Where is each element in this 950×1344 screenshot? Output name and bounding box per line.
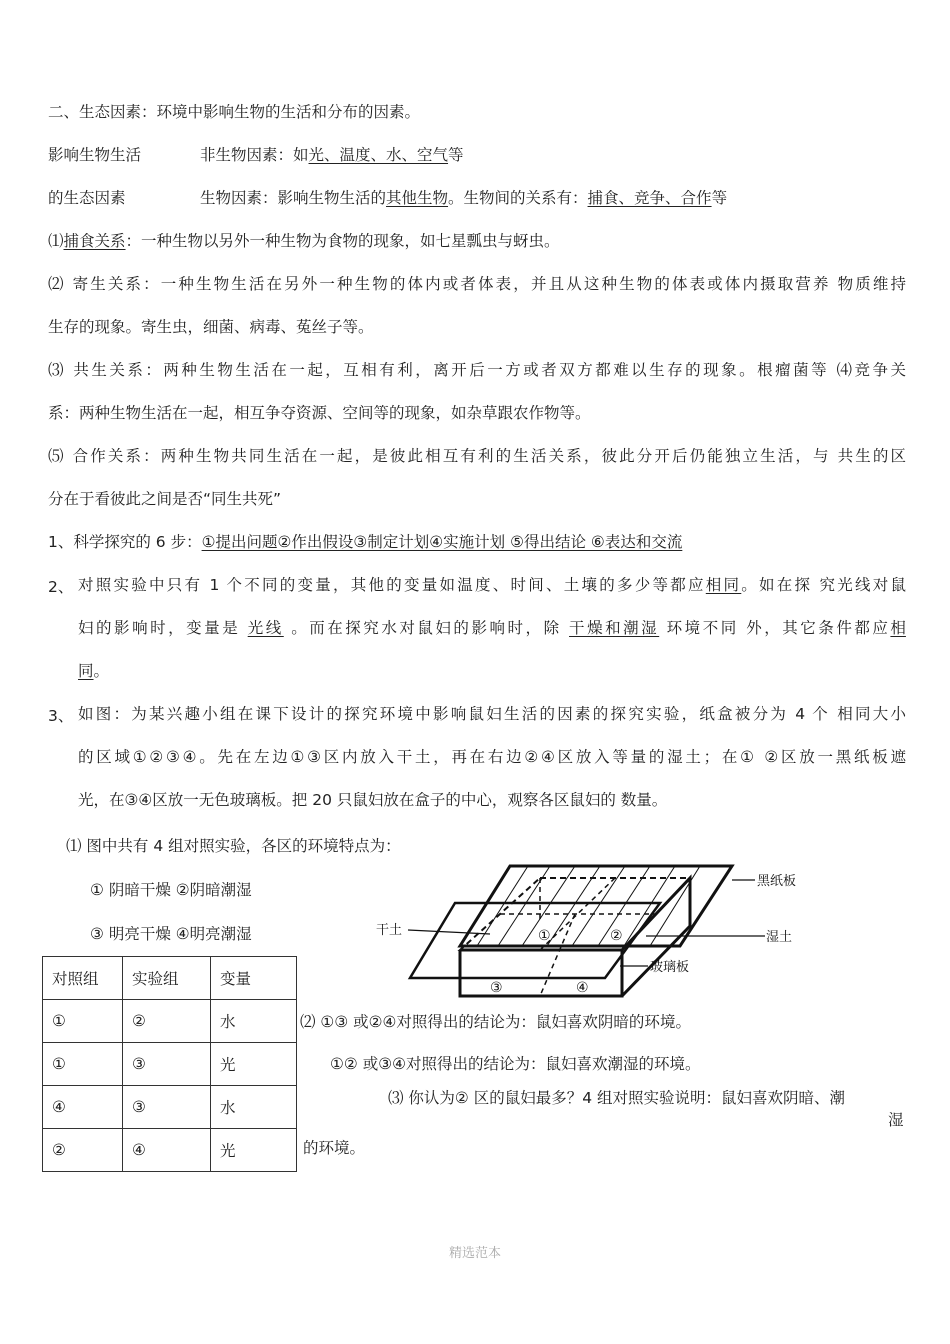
table-header-cell: 对照组 xyxy=(43,957,123,1000)
label-glass-board: 玻璃板 xyxy=(650,960,690,975)
zone-3-label: ③ xyxy=(490,980,503,996)
question-3-line1: 如图：为某兴趣小组在课下设计的探究环境中影响鼠妇生活的因素的探究实验，纸盒被分为 4 个 相同大小 xyxy=(78,705,906,723)
table-cell: ② xyxy=(123,1000,211,1043)
subquestion-1: ⑴ 图中共有 4 组对照实验，各区的环境特点为： xyxy=(66,837,401,855)
abiotic-factors: 非生物因素：如光、温度、水、空气等 xyxy=(200,146,464,164)
subquestion-3-wrap: 湿 xyxy=(888,1111,904,1129)
subquestion-3-line1: ⑶ 你认为② 区的鼠妇最多？4 组对照实验说明：鼠妇喜欢阴暗、潮 xyxy=(388,1089,846,1107)
question-3-line2: 的区域①②③④。先在左边①③区内放入干土，再在右边②④区放入等量的湿土；在① ②区放一黑纸板遮 xyxy=(78,748,906,766)
environment-line-2: ③ 明亮干燥 ④明亮潮湿 xyxy=(90,925,252,943)
factors-left-label-1: 影响生物生活 xyxy=(48,146,142,164)
table-row xyxy=(43,1043,297,1086)
question-3-line3: 光，在③④区放一无色玻璃板。把 20 只鼠妇放在盒子的中心，观察各区鼠妇的 数量。 xyxy=(78,791,668,809)
question-2-line3: 同。 xyxy=(78,662,110,680)
relation-symbiosis-line1: ⑶ 共生关系：两种生物生活在一起，互相有利，离开后一方或者双方都难以生存的现象。根瘤菌等 ⑷竞争关 xyxy=(48,361,906,379)
table-cell: 光 xyxy=(211,1043,297,1086)
question-2-line1: 对照实验中只有 1 个不同的变量，其他的变量如温度、时间、土壤的多少等都应相同。如在探 究光线对鼠 xyxy=(78,576,906,594)
table-header-row xyxy=(43,957,297,1000)
control-experiment-table xyxy=(42,956,297,1172)
label-dry-soil: 干土 xyxy=(376,923,403,938)
table-cell: ① xyxy=(43,1043,123,1086)
biotic-factors: 生物因素：影响生物生活的其他生物。生物间的关系有：捕食、竞争、合作等 xyxy=(200,189,728,207)
relation-cooperation-line2: 分在于看彼此之间是否“同生共死” xyxy=(48,490,282,508)
table-cell: 水 xyxy=(211,1000,297,1043)
relation-cooperation-line1: ⑸ 合作关系：两种生物共同生活在一起，是彼此相互有利的生活关系，彼此分开后仍能独立生活，与 共生的区 xyxy=(48,447,906,465)
factors-left-label-2: 的生态因素 xyxy=(48,189,126,207)
table-cell: ③ xyxy=(123,1086,211,1129)
question-1: 1、科学探究的 6 步：①提出问题②作出假设③制定计划④实施计划 ⑤得出结论 ⑥表达和交流 xyxy=(48,533,683,551)
question-2-line2: 妇的影响时，变量是 光线 。而在探究水对鼠妇的影响时，除 干燥和潮湿 环境不同 外，其它条件都应相 xyxy=(78,619,906,637)
page-footer: 精选范本 xyxy=(448,1246,501,1261)
table-cell: ① xyxy=(43,1000,123,1043)
table-header-cell: 实验组 xyxy=(123,957,211,1000)
table-header-cell: 变量 xyxy=(211,957,297,1000)
environment-line-1: ① 阴暗干燥 ②阴暗潮湿 xyxy=(90,881,252,899)
subquestion-2-line1: ⑵ ①③ 或②④对照得出的结论为：鼠妇喜欢阴暗的环境。 xyxy=(300,1013,691,1031)
relation-predation: ⑴捕食关系：一种生物以另外一种生物为食物的现象，如七星瓢虫与蚜虫。 xyxy=(48,232,560,250)
relation-parasitism-line1: ⑵ 寄生关系：一种生物生活在另外一种生物的体内或者体表，并且从这种生物的体表或体内摄取营养 物质维持 xyxy=(48,275,906,293)
subquestion-3-line2: 的环境。 xyxy=(303,1139,366,1157)
table-row xyxy=(43,1086,297,1129)
section-heading: 二、生态因素：环境中影响生物的生活和分布的因素。 xyxy=(48,103,421,121)
zone-1-label: ① xyxy=(538,928,551,944)
relation-parasitism-line2: 生存的现象。寄生虫，细菌、病毒、菟丝子等。 xyxy=(48,318,374,336)
zone-2-label: ② xyxy=(610,928,623,944)
table-row xyxy=(43,1129,297,1172)
relation-competition-line2: 系：两种生物生活在一起，相互争夺资源、空间等的现象，如杂草跟农作物等。 xyxy=(48,404,591,422)
table-row xyxy=(43,1000,297,1043)
label-wet-soil: 湿土 xyxy=(766,930,793,945)
zone-4-label: ④ xyxy=(576,980,589,996)
table-cell: ④ xyxy=(43,1086,123,1129)
question-3-number: 3、 xyxy=(48,707,74,725)
table-cell: 光 xyxy=(211,1129,297,1172)
table-cell: ④ xyxy=(123,1129,211,1172)
experiment-box-figure xyxy=(370,858,810,1008)
question-2-number: 2、 xyxy=(48,578,74,596)
table-cell: 水 xyxy=(211,1086,297,1129)
label-black-board: 黑纸板 xyxy=(757,874,797,889)
subquestion-2-line2: ①② 或③④对照得出的结论为：鼠妇喜欢潮湿的环境。 xyxy=(330,1055,701,1073)
table-cell: ② xyxy=(43,1129,123,1172)
table-cell: ③ xyxy=(123,1043,211,1086)
